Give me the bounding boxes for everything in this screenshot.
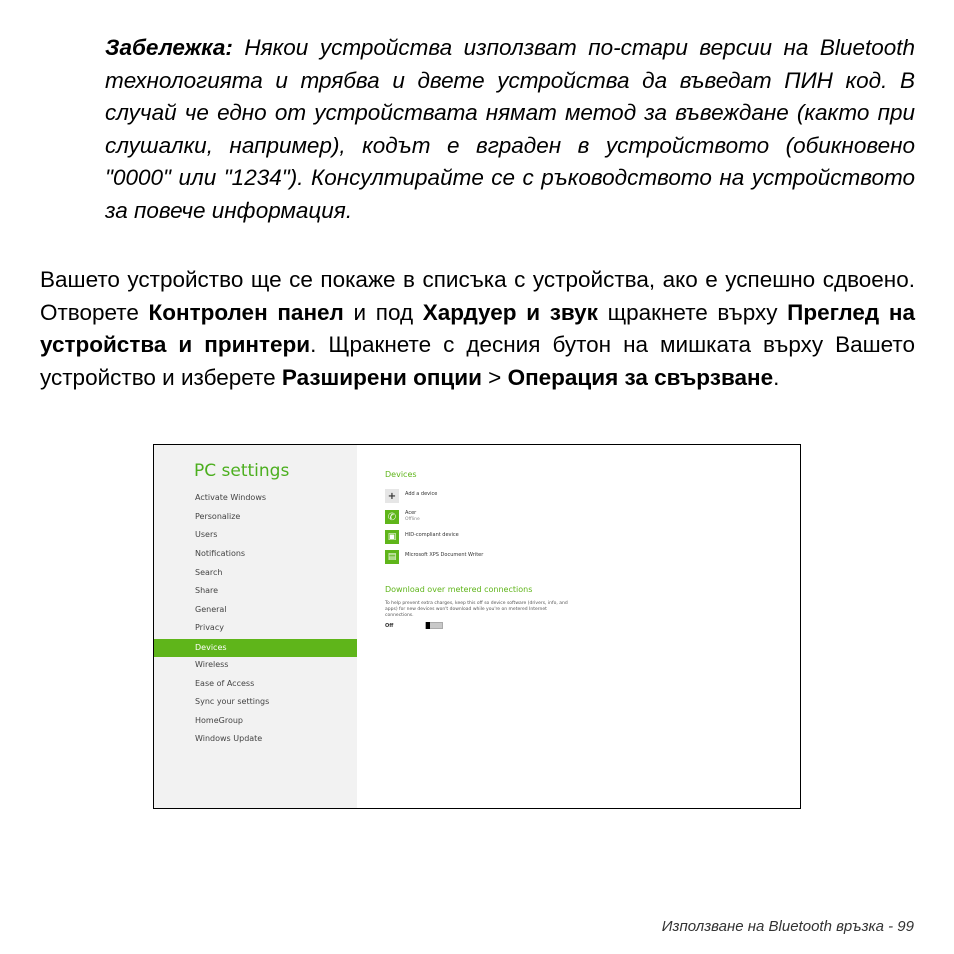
instructions-paragraph [40,264,915,394]
pc-settings-screenshot [153,444,801,809]
sidebar-item-general[interactable]: General [195,605,227,614]
sidebar-item-ease-of-access[interactable]: Ease of Access [195,679,255,688]
text-segment: . [773,364,780,390]
device-status: Offline [405,517,420,522]
sidebar-item-personalize[interactable]: Personalize [195,512,241,521]
sidebar-title: PC settings [194,461,290,481]
connect-operation-term: Операция за свързване [507,364,774,390]
sidebar-item-notifications[interactable]: Notifications [195,549,246,558]
metered-toggle-label: Off [385,623,394,629]
metered-toggle[interactable] [425,622,443,629]
printer-icon: ▤ [385,550,399,564]
toggle-knob [426,622,430,629]
monitor-icon: ▣ [385,530,399,544]
sidebar-item-share[interactable]: Share [195,586,219,595]
text-segment: щракнете върху [597,299,788,325]
devices-panel [357,445,800,808]
device-name: Acer [405,510,417,516]
text-segment: и под [343,299,423,325]
devices-heading: Devices [385,470,417,479]
phone-icon: ✆ [385,510,399,524]
note-label: Забележка: [105,35,233,60]
hardware-sound-term: Хардуер и звук [422,299,598,325]
device-name: HID-compliant device [405,532,459,538]
sidebar-item-activate-windows[interactable]: Activate Windows [195,493,267,502]
sidebar-item-search[interactable]: Search [195,568,223,577]
control-panel-term: Контролен панел [148,299,344,325]
sidebar-item-sync-settings[interactable]: Sync your settings [195,697,270,706]
device-name: Microsoft XPS Document Writer [405,552,484,558]
page-footer: Използване на Bluetooth връзка - 99 [661,918,914,935]
settings-sidebar [154,445,357,808]
sidebar-item-privacy[interactable]: Privacy [195,623,224,632]
sidebar-item-homegroup[interactable]: HomeGroup [195,716,243,725]
sidebar-item-windows-update[interactable]: Windows Update [195,734,263,743]
text-segment: Вашето устройство ще се покаже в списъка с устройства, ако е успешно сдвоено. Отворете [40,267,915,325]
metered-heading: Download over metered connections [385,585,533,594]
note-text: Някои устройства използват по-стари версии на Bluetooth технологията и трябва и двете устройства да въведат ПИН код. В случай че едно от устройствата нямат метод за въвеждане (както при слушалки, например), кодът е вграден в устройството (обикновено "0000" или "1234"). Консултирайте се с ръководството на устройството за повече информация. [105,35,915,223]
sidebar-item-users[interactable]: Users [195,530,218,539]
devices-printers-term: Преглед на устройства и принтери [40,299,915,357]
sidebar-item-devices[interactable]: Devices [154,639,357,657]
text-segment: > [481,364,508,390]
add-device-label: Add a device [405,491,438,497]
metered-description: To help prevent extra charges, keep this off so device software (drivers, info, and apps) for new devices won't download while you're on metered Internet connections. [385,601,568,618]
advanced-options-term: Разширени опции [281,364,482,390]
sidebar-item-wireless[interactable]: Wireless [195,660,229,669]
plus-icon: + [385,489,399,503]
text-segment: . Щракнете с десния бутон на мишката върху Вашето устройство и изберете [40,332,915,390]
note-paragraph [105,32,915,227]
